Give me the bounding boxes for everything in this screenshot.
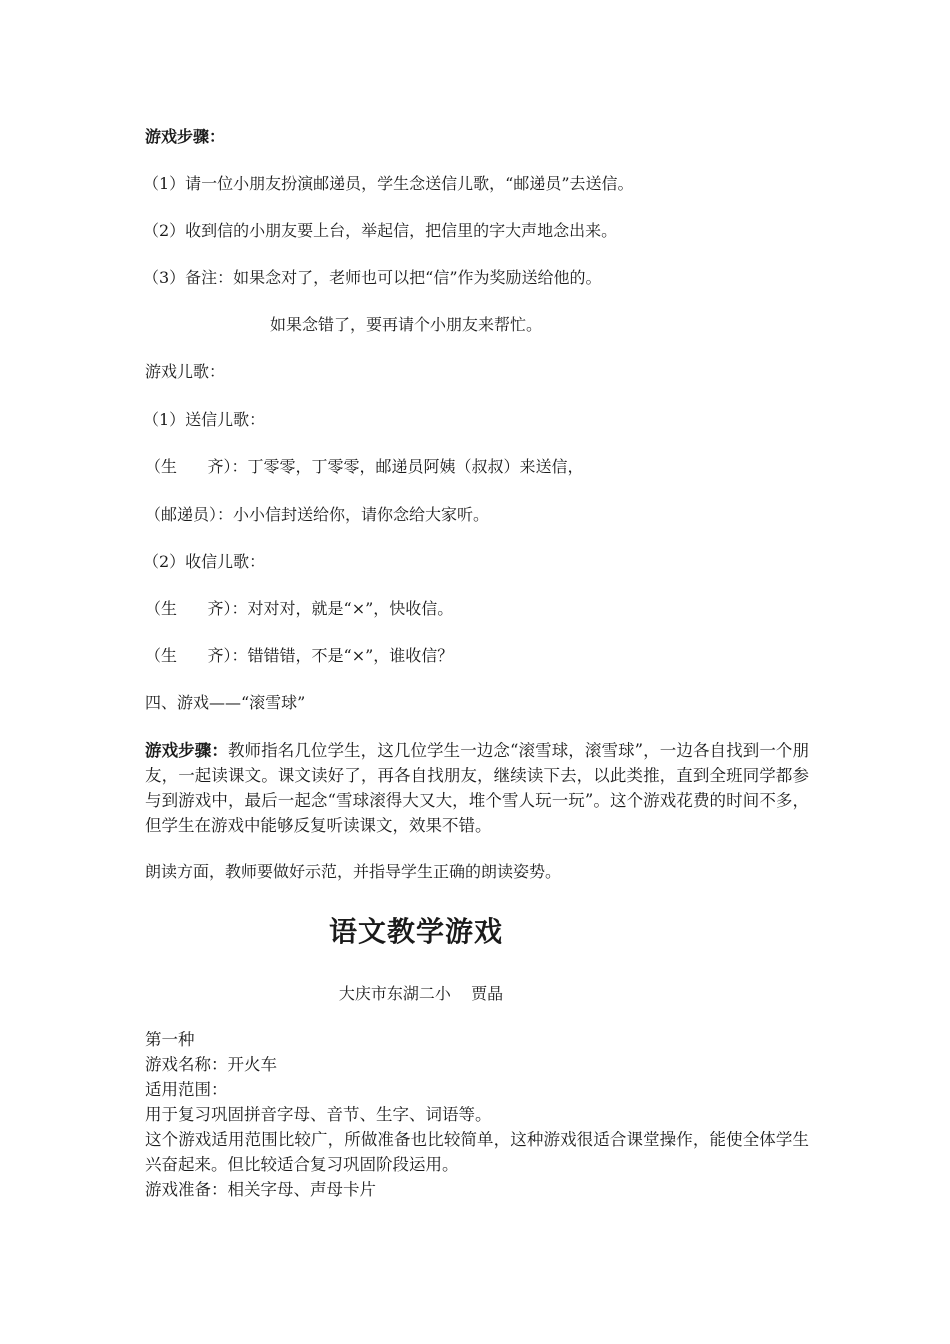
rhyme-line: （1）送信儿歌：	[143, 410, 266, 429]
snowball-steps-label: 游戏步骤：	[145, 741, 228, 760]
rhyme-line: （邮递员）：小小信封送给你，请你念给大家听。	[145, 505, 490, 524]
article-paragraph: 这个游戏适用范围比较广，所做准备也比较简单，这种游戏很适合课堂操作，能使全体学生兴奋起来。但比较适合复习巩固阶段运用。	[145, 1130, 809, 1174]
rhyme-line: （2）收信儿歌：	[143, 552, 266, 571]
article-prep: 游戏准备：相关字母、声母卡片	[145, 1180, 376, 1199]
step-3: （3）备注：如果念对了，老师也可以把“信”作为奖励送给他的。	[143, 268, 602, 287]
reading-note: 朗读方面，教师要做好示范，并指导学生正确的朗读姿势。	[145, 862, 562, 881]
article-title: 语文教学游戏	[328, 915, 503, 948]
article-line: 游戏名称：开火车	[145, 1055, 277, 1074]
snowball-steps-text: 教师指名几位学生，这几位学生一边念“滚雪球，滚雪球”，一边各自找到一个朋友，一起读课文。课文读好了，再各自找朋友，继续读下去，以此类推，直到全班同学都参与到游戏中，最后一起念“雪球滚得大又大，堆个雪人玩一玩”。这个游戏花费的时间不多，但学生在游戏中能够反复听读课文，效果不错。	[145, 741, 809, 835]
step-2: （2）收到信的小朋友要上台，举起信，把信里的字大声地念出来。	[143, 221, 618, 240]
rhyme-heading: 游戏儿歌：	[145, 362, 226, 381]
section-four-heading: 四、游戏——“滚雪球”	[145, 693, 306, 712]
rhyme-line: （生 齐）：对对对，就是“×”，快收信。	[145, 599, 454, 618]
article-body	[145, 1027, 809, 1202]
article-author: 大庆市东湖二小 贾晶	[338, 984, 504, 1003]
article-line: 第一种	[145, 1030, 195, 1049]
article-line: 适用范围：	[145, 1080, 228, 1099]
rhyme-line: （生 齐）：错错错，不是“×”，谁收信？	[145, 646, 454, 665]
rhyme-line: （生 齐）：丁零零，丁零零，邮递员阿姨（叔叔）来送信，	[145, 457, 584, 476]
steps-heading: 游戏步骤：	[145, 127, 226, 146]
step-1: （1）请一位小朋友扮演邮递员，学生念送信儿歌，“邮递员”去送信。	[143, 174, 634, 193]
snowball-steps-paragraph	[145, 738, 809, 838]
article-line: 用于复习巩固拼音字母、音节、生字、词语等。	[145, 1105, 492, 1124]
step-3-continuation: 如果念错了，要再请个小朋友来帮忙。	[270, 315, 543, 334]
